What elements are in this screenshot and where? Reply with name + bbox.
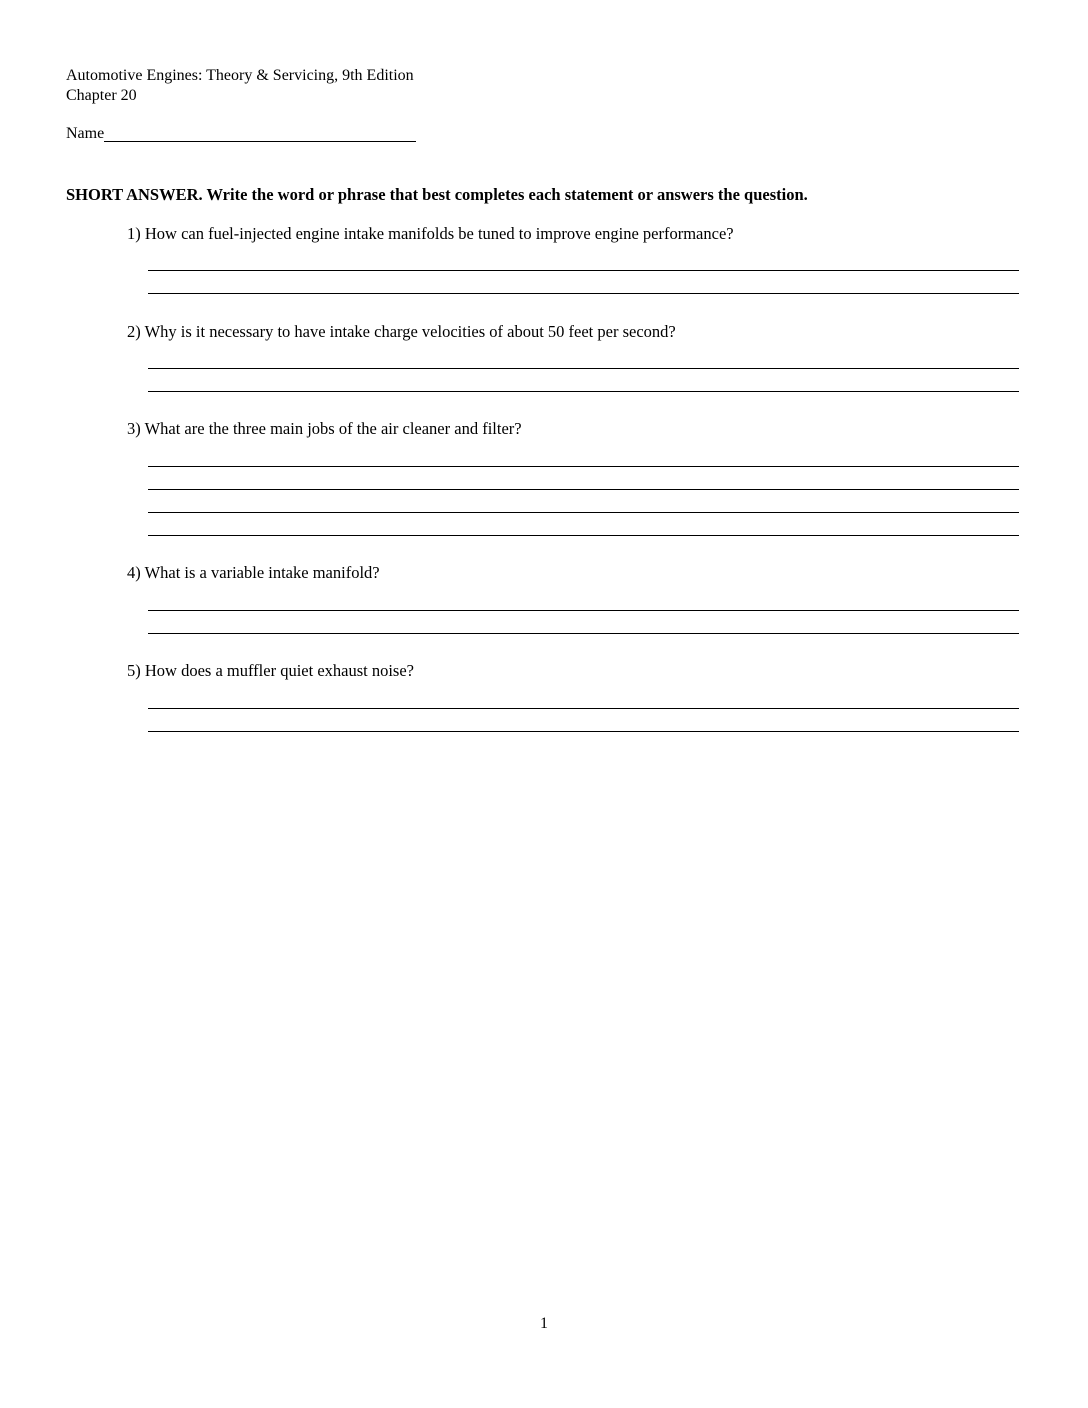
book-title: Automotive Engines: Theory & Servicing, 9th Edition [66, 67, 414, 84]
answer-line[interactable] [148, 489, 1019, 490]
answer-line[interactable] [148, 368, 1019, 369]
page-number: 1 [540, 1315, 548, 1332]
answer-line[interactable] [148, 466, 1019, 467]
answer-line[interactable] [148, 731, 1019, 732]
question-2: 2) Why is it necessary to have intake charge velocities of about 50 feet per second? [127, 322, 676, 341]
answer-line[interactable] [148, 610, 1019, 611]
instructions: SHORT ANSWER. Write the word or phrase that best completes each statement or answers the question. [66, 185, 808, 204]
answer-line[interactable] [148, 708, 1019, 709]
question-1: 1) How can fuel-injected engine intake manifolds be tuned to improve engine performance? [127, 224, 734, 243]
document-header [66, 66, 414, 106]
answer-line[interactable] [148, 633, 1019, 634]
question-5: 5) How does a muffler quiet exhaust noise? [127, 661, 414, 680]
question-3: 3) What are the three main jobs of the air cleaner and filter? [127, 419, 522, 438]
question-4: 4) What is a variable intake manifold? [127, 563, 380, 582]
name-label: Name [66, 125, 105, 142]
answer-line[interactable] [148, 535, 1019, 536]
name-field[interactable] [104, 125, 416, 142]
name-row [66, 124, 416, 144]
answer-line[interactable] [148, 391, 1019, 392]
chapter-label: Chapter 20 [66, 87, 137, 104]
answer-line[interactable] [148, 512, 1019, 513]
answer-line[interactable] [148, 270, 1019, 271]
answer-line[interactable] [148, 293, 1019, 294]
